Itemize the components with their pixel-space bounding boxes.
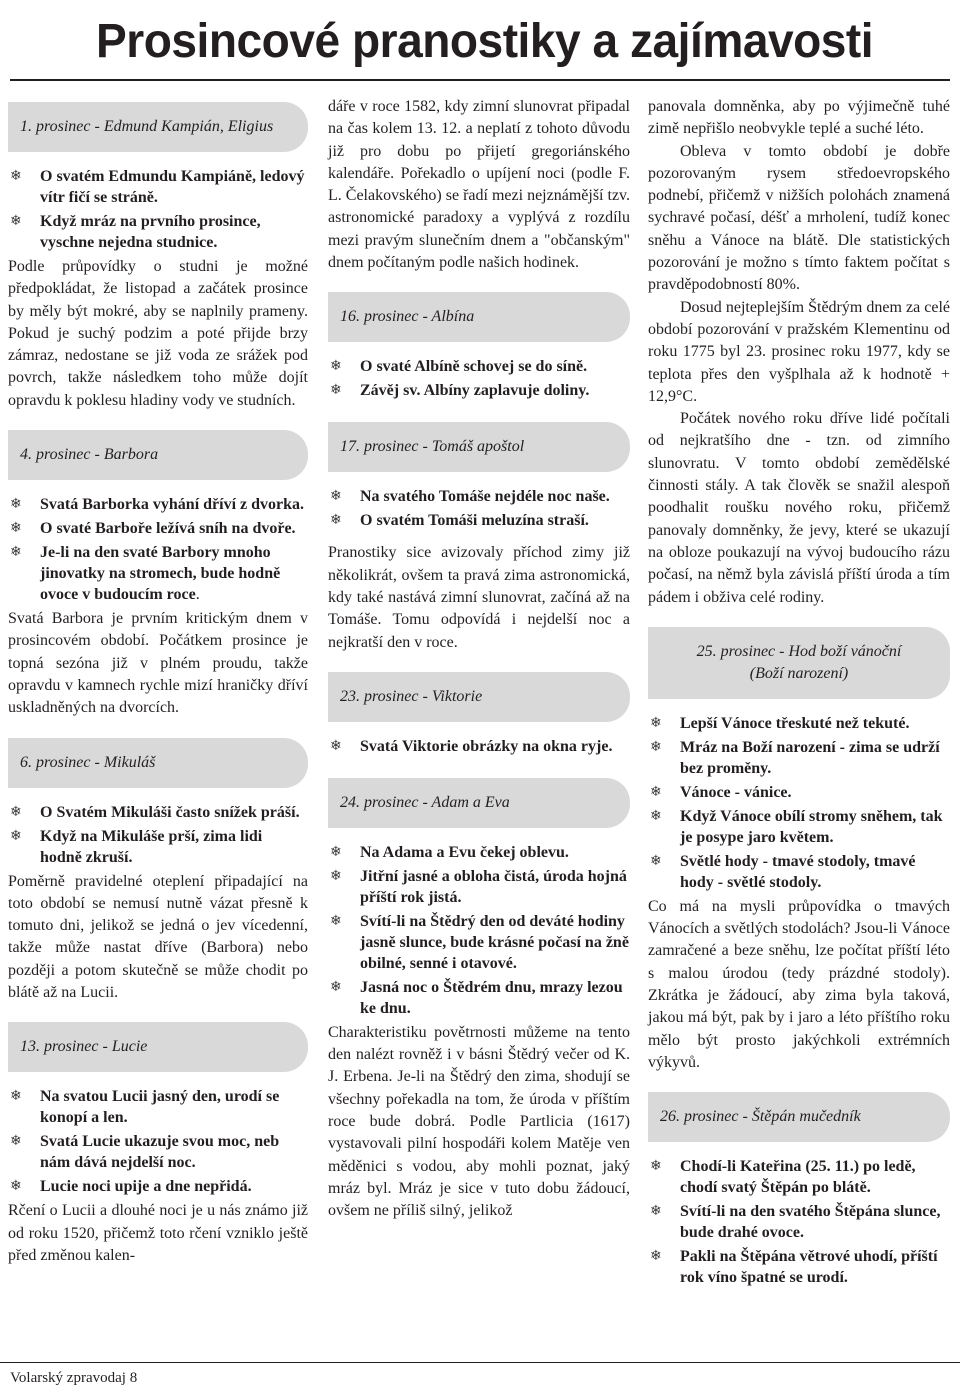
- column-1: [8, 96, 308, 1267]
- snowflake-icon: ❄: [10, 1134, 22, 1150]
- snowflake-icon: ❄: [330, 868, 342, 884]
- paragraph: Charakteristiku povětrnosti můžeme na tento den nalézt rovněž i v básni Štědrý večer od K. J. Erbena. Je-li na Štědrý den zima, shodují se všechny pořekadla na tom, že úroda v příštím roce bude dobrá. Podle Partlicia (1617) vystavovali pilní hospodáři kolem Matěje ven měděnici s vodou, aby mohli poznat, jaký mráz byl. Mráz je sice v tuto dobu žádoucí, ovšem ne příliš silný, jelikož: [328, 1023, 630, 1220]
- saying-item: ❄ Svatá Barborka vyhání dříví z dvorka.: [10, 496, 305, 514]
- section-heading: 6. prosinec - Mikuláš: [8, 738, 308, 788]
- saying-item: ❄ Svítí-li na Štědrý den od deváté hodiny jasně slunce, bude krásné počasí na žně obilné, senné i otavové.: [330, 912, 629, 972]
- paragraph: Podle průpovídky o studni je možné předpokládat, že listopad a začátek prosince by měly být mokré, aby se naplnily prameny. Pokud je suchý podzim a poté přijde brzy zámraz, nedostane se již voda ze srážek pod povrch, takže následkem toho může dojít opravdu k poklesu hladiny vody ve studních.: [8, 258, 308, 409]
- snowflake-icon: ❄: [650, 1204, 662, 1220]
- saying-item: ❄ Když Vánoce obílí stromy sněhem, tak je posype jaro květem.: [650, 807, 943, 846]
- section-heading: 1. prosinec - Edmund Kampián, Eligius: [8, 102, 308, 152]
- snowflake-icon: ❄: [330, 913, 342, 929]
- snowflake-icon: ❄: [330, 513, 342, 529]
- section-heading: 4. prosinec - Barbora: [8, 430, 308, 480]
- paragraph: panovala domněnka, aby po výjimečně tuhé zimě nepřišlo neobvykle teplé a suché léto.: [648, 98, 950, 138]
- page-footer: Volarský zpravodaj 8: [10, 1370, 138, 1386]
- paragraph: Poměrně pravidelné oteplení připadající na toto období se nemusí nutně vázat přesně k tomuto dni, jelikož se jedná o jev vícedenní, takže může nastat dříve (Barbora) nebo později a potom skutečně se může chodit po blátě až na Lucii.: [8, 872, 308, 1002]
- footer-divider: [0, 1362, 960, 1363]
- section-heading: 25. prosinec - Hod boží vánoční (Boží narození): [648, 627, 950, 699]
- column-2: [328, 96, 630, 1223]
- section-heading: 23. prosinec - Viktorie: [328, 672, 630, 722]
- saying-item: ❄ Lucie noci upije a dne nepřidá.: [10, 1178, 252, 1196]
- title-divider: [10, 79, 950, 81]
- saying-item: ❄ Když na Mikuláše prší, zima lidi hodně zkruší.: [10, 827, 263, 866]
- snowflake-icon: ❄: [330, 383, 342, 399]
- snowflake-icon: ❄: [650, 1249, 662, 1265]
- snowflake-icon: ❄: [330, 979, 342, 995]
- paragraph: Svatá Barbora je prvním kritickým dnem v prosincovém období. Počátkem prosince je topná sezóna již v plném proudu, takže opravdu v kamnech rychle mizí hraničky dříví uskladněných na dvorcích.: [8, 610, 308, 717]
- paragraph: Rčení o Lucii a dlouhé noci je u nás známo již od roku 1520, přičemž toto rčení vzniklo ještě před změnou kalen-: [8, 1202, 308, 1264]
- saying-item: ❄ O svatém Edmundu Kampiáně, ledový vítr fičí se stráně.: [10, 168, 305, 206]
- snowflake-icon: ❄: [650, 808, 662, 824]
- saying-item: ❄ Vánoce - vánice.: [650, 783, 792, 801]
- snowflake-icon: ❄: [10, 521, 22, 537]
- page-title: Prosincové pranostiky a zajímavosti: [96, 15, 874, 68]
- section-heading: 16. prosinec - Albína: [328, 292, 630, 342]
- saying-item: ❄ O svaté Albíně schovej se do síně.: [330, 358, 588, 376]
- saying-item: ❄ Jitřní jasné a obloha čistá, úroda hojná příští rok jistá.: [330, 867, 627, 906]
- snowflake-icon: ❄: [330, 359, 342, 375]
- snowflake-icon: ❄: [10, 804, 22, 820]
- snowflake-icon: ❄: [650, 715, 662, 731]
- saying-item: ❄ Závěj sv. Albíny zaplavuje doliny.: [330, 382, 590, 400]
- snowflake-icon: ❄: [650, 739, 662, 755]
- saying-item: ❄ O svatém Tomáši meluzína straší.: [330, 512, 589, 530]
- section-heading: 26. prosinec - Štěpán mučedník: [648, 1092, 950, 1142]
- snowflake-icon: ❄: [10, 497, 22, 513]
- snowflake-icon: ❄: [650, 784, 662, 800]
- snowflake-icon: ❄: [10, 828, 22, 844]
- paragraph: dáře v roce 1582, kdy zimní slunovrat připadal na čas kolem 13. 12. a neplatí z tohoto důvodu již pro dobu po přijetí gregoriánského kalendáře. Pořekadlo o upíjení noci (podle F. L. Čelakovského) se řadí mezi nejznámější tzv. astronomické paradoxy a vyplývá z rozdílu mezi pravým slunečním dnem a "občanským" dnem počítaným podle našich hodinek.: [328, 98, 630, 272]
- column-3: [648, 96, 950, 1291]
- paragraph: Obleva v tomto období je dobře pozorovaným rysem středoevropského podnebí, přičemž v nižších polohách znamená sychravé počasí, déšť a mrholení, tudíž konec sněhu a Vánoce na blátě. Dle statistických pozorování je možno s tímto faktem počítat s pravděpodobností 80%.: [648, 142, 950, 294]
- snowflake-icon: ❄: [650, 853, 662, 869]
- saying-item: ❄ Na svatou Lucii jasný den, urodí se konopí a len.: [10, 1088, 280, 1127]
- section-heading: 17. prosinec - Tomáš apoštol: [328, 422, 630, 472]
- saying-item: ❄ Na svatého Tomáše nejdéle noc naše.: [330, 488, 610, 506]
- saying-item: ❄ Pakli na Štěpána větrové uhodí, příští rok víno špatné se urodí.: [650, 1248, 938, 1287]
- snowflake-icon: ❄: [650, 1159, 662, 1175]
- snowflake-icon: ❄: [10, 1179, 22, 1195]
- paragraph: Dosud nejteplejším Štědrým dnem za celé období pozorování v pražském Klementinu od roku 1775 byl 23. prosinec roku 1977, kdy se teplota přes den vyšplhala až k hodnotě + 12,9°C.: [648, 298, 950, 405]
- saying-item: ❄ O svaté Barboře ležívá sníh na dvoře.: [10, 520, 296, 538]
- snowflake-icon: ❄: [330, 489, 342, 505]
- saying-item: ❄ Svítí-li na den svatého Štěpána slunce, bude drahé ovoce.: [650, 1203, 941, 1242]
- saying-item: ❄ Na Adama a Evu čekej oblevu.: [330, 843, 569, 861]
- saying-item: ❄ Jasná noc o Štědrém dnu, mrazy lezou ke dnu.: [330, 978, 623, 1017]
- section-heading: 13. prosinec - Lucie: [8, 1022, 308, 1072]
- saying-item: ❄ Když mráz na prvního prosince, vyschne nejedna studnice.: [10, 213, 261, 251]
- saying-item: ❄ Svatá Lucie ukazuje svou moc, neb nám dává nejdelší noc.: [10, 1133, 280, 1172]
- snowflake-icon: ❄: [10, 214, 22, 229]
- snowflake-icon: ❄: [330, 738, 342, 754]
- snowflake-icon: ❄: [10, 169, 22, 184]
- saying-item: ❄ Mráz na Boží narození - zima se udrží bez proměny.: [650, 738, 940, 777]
- saying-item: ❄ Světlé hody - tmavé stodoly, tmavé hody - světlé stodoly.: [650, 852, 916, 891]
- saying-item: ❄ O Svatém Mikuláši často snížek práší.: [10, 803, 300, 821]
- snowflake-icon: ❄: [10, 545, 22, 561]
- saying-item: ❄ Lepší Vánoce třeskuté než tekuté.: [650, 714, 910, 732]
- saying-item: ❄ Je-li na den svaté Barbory mnoho jinovatky na stromech, bude hodně ovoce v budoucím roce.: [10, 544, 281, 604]
- snowflake-icon: ❄: [330, 844, 342, 860]
- saying-item: ❄ Chodí-li Kateřina (25. 11.) po ledě, chodí svatý Štěpán po blátě.: [650, 1158, 916, 1197]
- snowflake-icon: ❄: [10, 1089, 22, 1105]
- section-heading: 24. prosinec - Adam a Eva: [328, 778, 630, 828]
- paragraph: Počátek nového roku dříve lidé počítali od nejkratšího dne - tzn. od zimního slunovratu. V tomto období zemědělské činnosti stály. A tak člověk se snažil alespoň poodhalit roušku nového roku, přičemž panovaly domněnky, že jevy, které se ukazují na obloze poukazují na vývoj budoucího rázu počasí, na němž byla závislá příští úroda a tím pádem i obživa celé rodiny.: [648, 410, 950, 606]
- paragraph: Pranostiky sice avizovaly příchod zimy již několikrát, ovšem ta pravá zima astronomická, kdy také nastává zimní slunovrat, začíná až na Tomáše. Tomu odpovídá i nejdelší noc a nejkratší den v roce.: [328, 544, 630, 651]
- saying-item: ❄ Svatá Viktorie obrázky na okna ryje.: [330, 737, 613, 755]
- paragraph: Co má na mysli průpovídka o tmavých Vánocích a světlých stodolách? Jsou-li Vánoce zamračené a beze sněhu, lze počítat příští léto s malou úrodou (tedy prázdné stodoly). Zkrátka je žádoucí, aby zima byla taková, jakou má být, pak by i jaro a léto příštího roku mělo být prosto jakýchkoli extrémních výkyvů.: [648, 897, 950, 1071]
